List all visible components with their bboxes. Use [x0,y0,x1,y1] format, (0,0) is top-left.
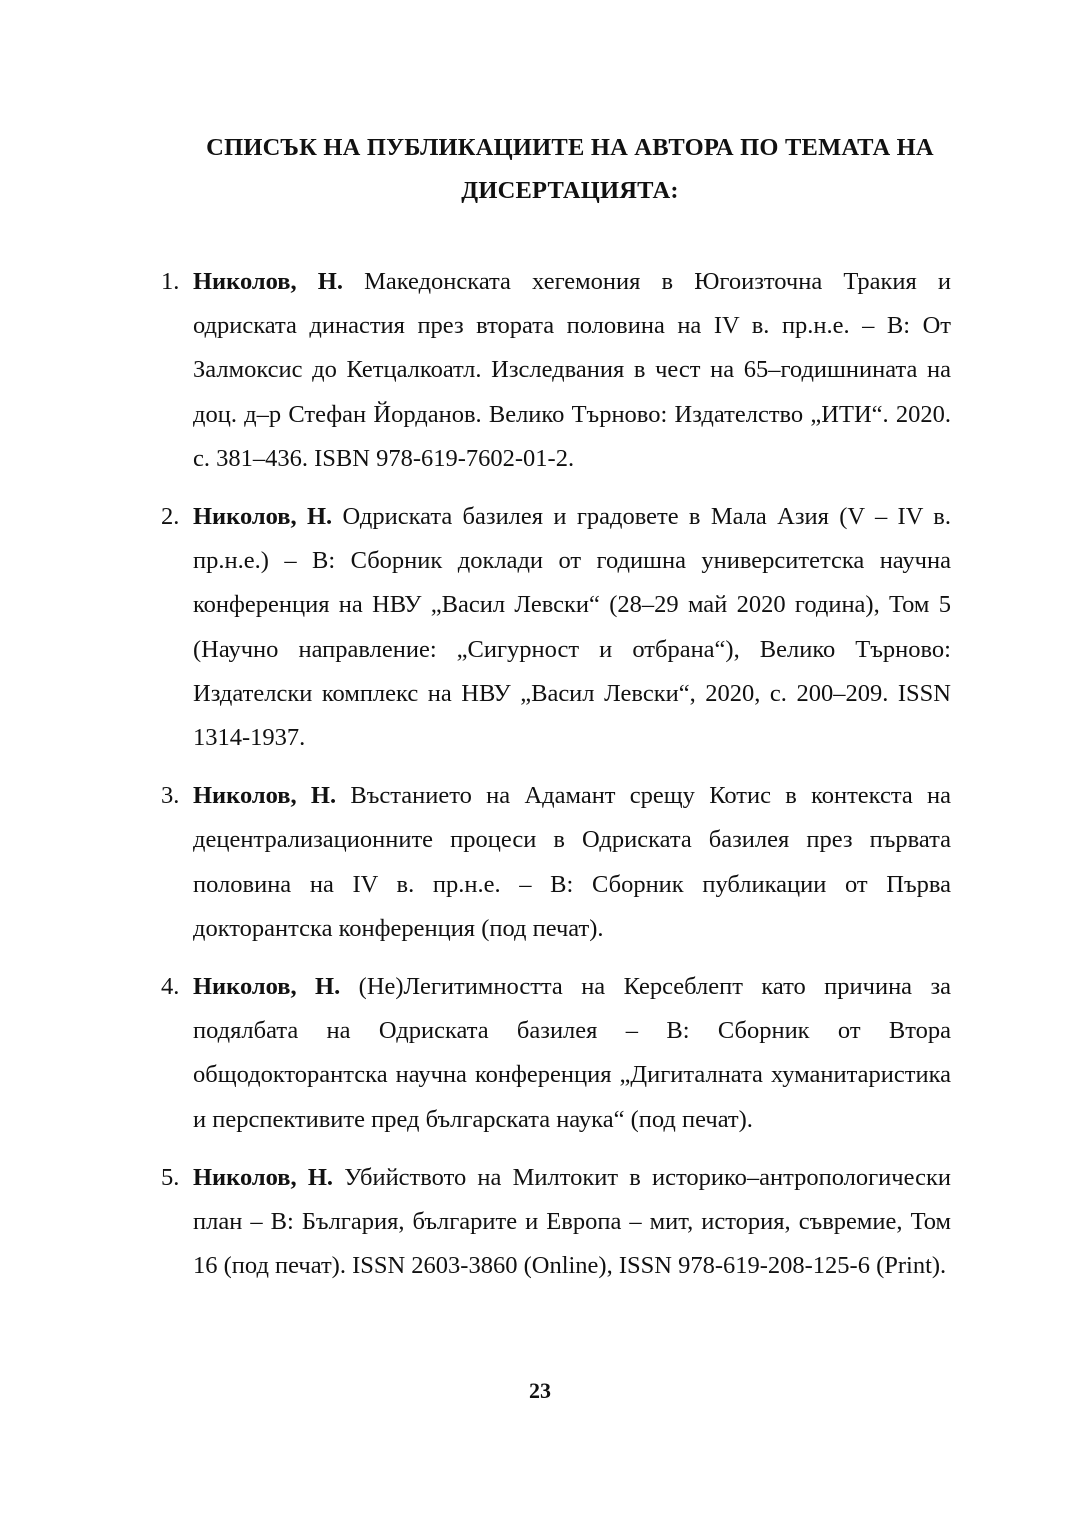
publication-number: 1. [161,268,180,295]
publication-item [159,774,951,951]
publication-text: Убийството на Милтокит в историко–антропологически план – В: България, българите и Европа – мит, история, съвремие, Том 16 (под печат). ISSN 2603-3860 (Online), ISSN 978-619-208-125-6 (Print). [193,1163,951,1280]
page-title-line-1: СПИСЪК НА ПУБЛИКАЦИИТЕ НА АВТОРА ПО ТЕМАТА НА [206,134,934,161]
publication-text: Одриската базилея и градовете в Мала Азия (V – IV в. пр.н.е.) – В: Сборник доклади от годишна университетска научна конференция на НВУ „Васил Левски“ (28–29 май 2020 година), Том 5 (Научно направление: „Сигурност и отбрана“), Велико Търново: Издателски комплекс на НВУ „Васил Левски“, 2020, с. 200–209. ISSN 1314-1937. [193,503,951,752]
publication-author: Николов, Н. [193,268,343,295]
publication-list [159,260,951,1302]
page-number: 23 [529,1378,551,1403]
publication-number: 4. [161,973,180,1001]
publication-item [159,965,951,1142]
publication-number: 3. [161,782,180,810]
publication-item [159,1156,951,1289]
publication-item [159,260,951,481]
page-title-line-2: ДИСЕРТАЦИЯТА: [461,177,679,204]
publication-text: Македонската хегемония в Югоизточна Тракия и одриската династия през втората половина на IV в. пр.н.е. – В: От Залмоксис до Кетцалкоатл. Изследвания в чест на 65–годишнината на доц. д–р Стефан Йорданов. Велико Търново: Издателство „ИТИ“. 2020. с. 381–436. ISBN 978-619-7602-01-2. [193,268,951,472]
publication-item [159,495,951,760]
publication-author: Николов, Н. [193,503,333,531]
publication-text: (Не)Легитимността на Керсеблепт като причина за подялбата на Одриската базилея – В: Сборник от Втора общодокторантска научна конференция „Дигиталната хуманитаристика и перспективите пред българската наука“ (под печат). [193,973,952,1133]
publication-number: 5. [161,1163,180,1191]
publication-author: Николов, Н. [193,782,337,810]
publication-author: Николов, Н. [193,973,341,1001]
publication-text: Въстанието на Адамант срещу Котис в контекста на децентрализационните процеси в Одриската базилея през първата половина на IV в. пр.н.е. – В: Сборник публикации от Първа докторантска конференция (под печат). [193,782,951,942]
page-title [130,126,1010,212]
publication-number: 2. [161,503,180,531]
publication-author: Николов, Н. [193,1163,333,1191]
